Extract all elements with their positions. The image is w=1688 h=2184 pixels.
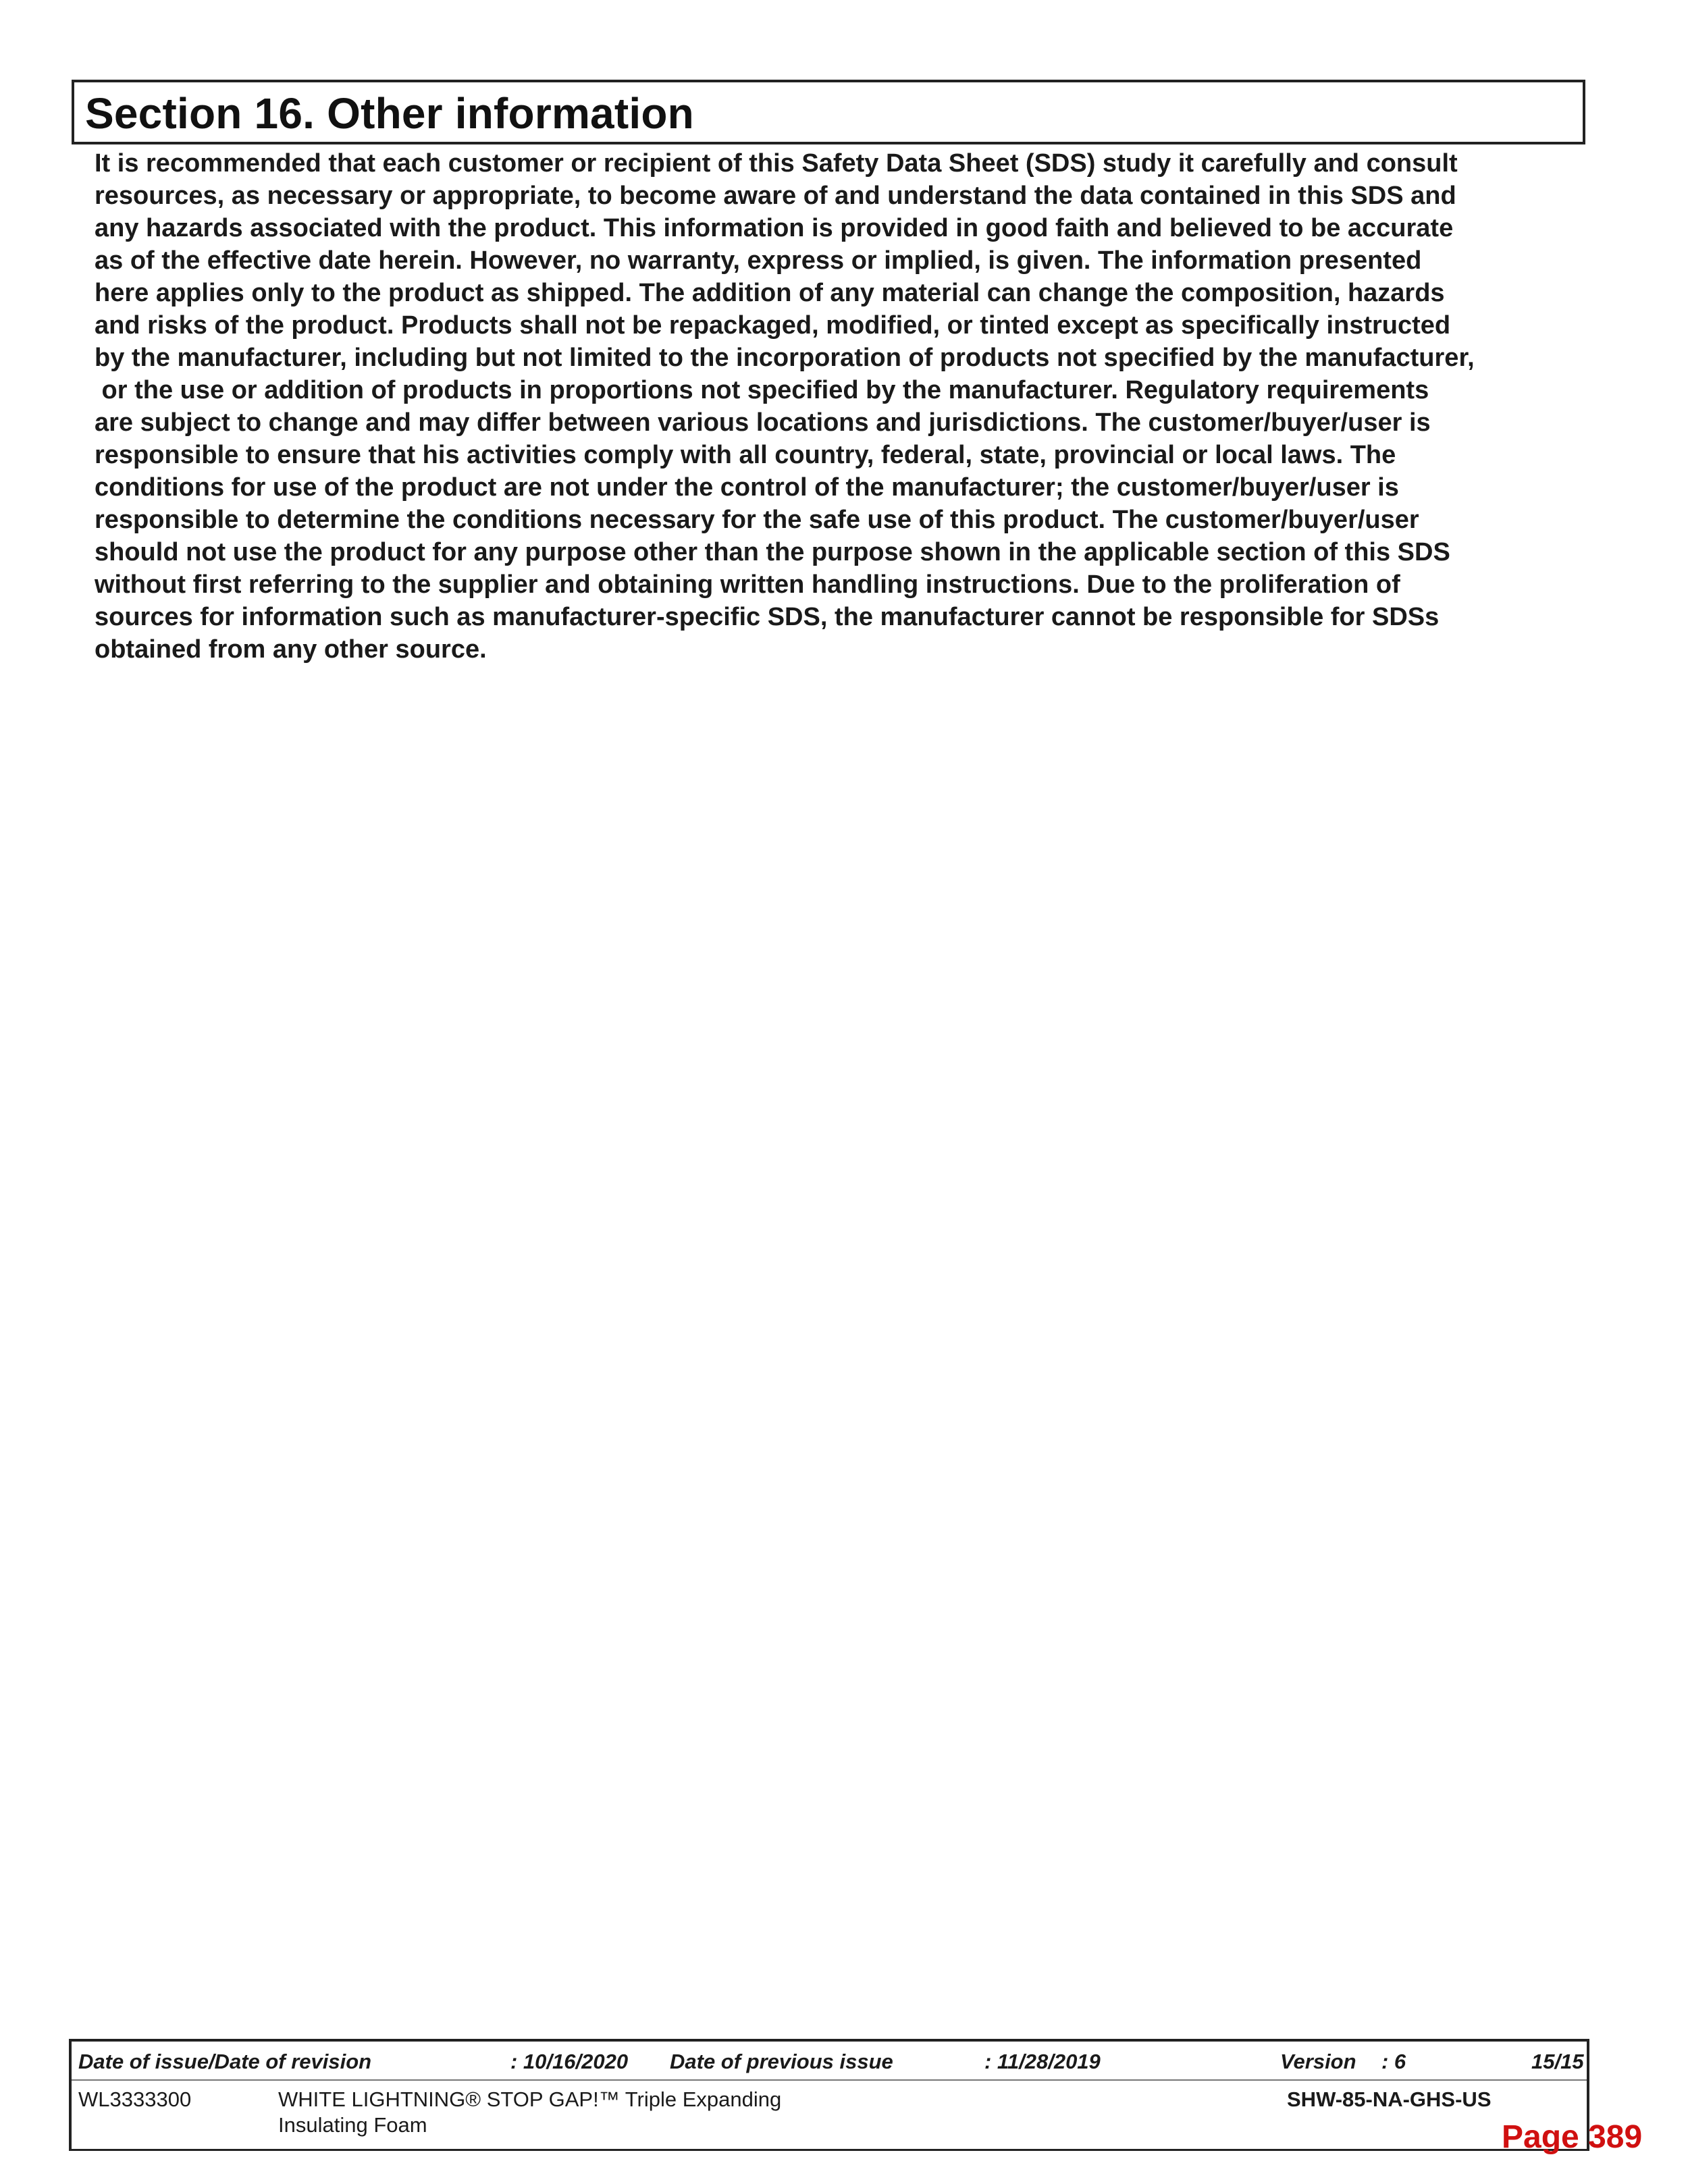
paragraph-line: are subject to change and may differ between various locations and jurisdictions. The customer/buyer/user is [95,408,1431,437]
version-label: Version [1280,2050,1356,2073]
paragraph-line: responsible to ensure that his activities comply with all country, federal, state, provincial or local laws. The [95,441,1396,469]
document-footer [69,2039,1589,2151]
paragraph-line: resources, as necessary or appropriate, to become aware of and understand the data contained in this SDS and [95,182,1456,210]
section-title: Section 16. Other information [85,89,694,138]
paragraph-line: any hazards associated with the product. This information is provided in good faith and believed to be accurate [95,214,1454,242]
section-body [95,147,1600,666]
paragraph-line: should not use the product for any purpose other than the purpose shown in the applicable section of this SDS [95,538,1450,566]
paragraph-line: here applies only to the product as shipped. The addition of any material can change the composition, hazards [95,279,1445,307]
page-number-stamp: Page 389 [1502,2119,1643,2155]
page-count: 15/15 [1531,2050,1584,2073]
issue-date-value: : 10/16/2020 [510,2050,629,2073]
paragraph-line: or the use or addition of products in proportions not specified by the manufacturer. Regulatory requirements [95,376,1429,404]
paragraph-line: obtained from any other source. [95,635,487,664]
product-name-line1: WHITE LIGHTNING® STOP GAP!™ Triple Expanding [278,2087,782,2111]
product-name-line2: Insulating Foam [278,2113,427,2137]
product-code: WL3333300 [78,2087,192,2111]
paragraph-line: responsible to determine the conditions necessary for the safe use of this product. The customer/buyer/user [95,506,1419,534]
paragraph-line: conditions for use of the product are not under the control of the manufacturer; the customer/buyer/user is [95,473,1399,502]
issue-date-label: Date of issue/Date of revision [78,2050,372,2073]
previous-issue-value: : 11/28/2019 [984,2050,1101,2073]
paragraph-line: by the manufacturer, including but not limited to the incorporation of products not specified by the manufacturer, [95,344,1475,372]
paragraph-line: sources for information such as manufacturer-specific SDS, the manufacturer cannot be responsible for SDSs [95,603,1440,631]
paragraph-line: It is recommended that each customer or recipient of this Safety Data Sheet (SDS) study it carefully and consult [95,149,1458,178]
version-value: : 6 [1381,2050,1406,2073]
previous-issue-label: Date of previous issue [670,2050,893,2073]
footer-divider [72,2079,1587,2081]
section-header [72,80,1585,144]
paragraph-line: without first referring to the supplier and obtaining written handling instructions. Due to the proliferation of [95,570,1400,599]
document-code: SHW-85-NA-GHS-US [1287,2087,1492,2111]
paragraph-line: and risks of the product. Products shall not be repackaged, modified, or tinted except as specifically instructed [95,311,1451,340]
paragraph-line: as of the effective date herein. However, no warranty, express or implied, is given. The information presented [95,246,1422,275]
